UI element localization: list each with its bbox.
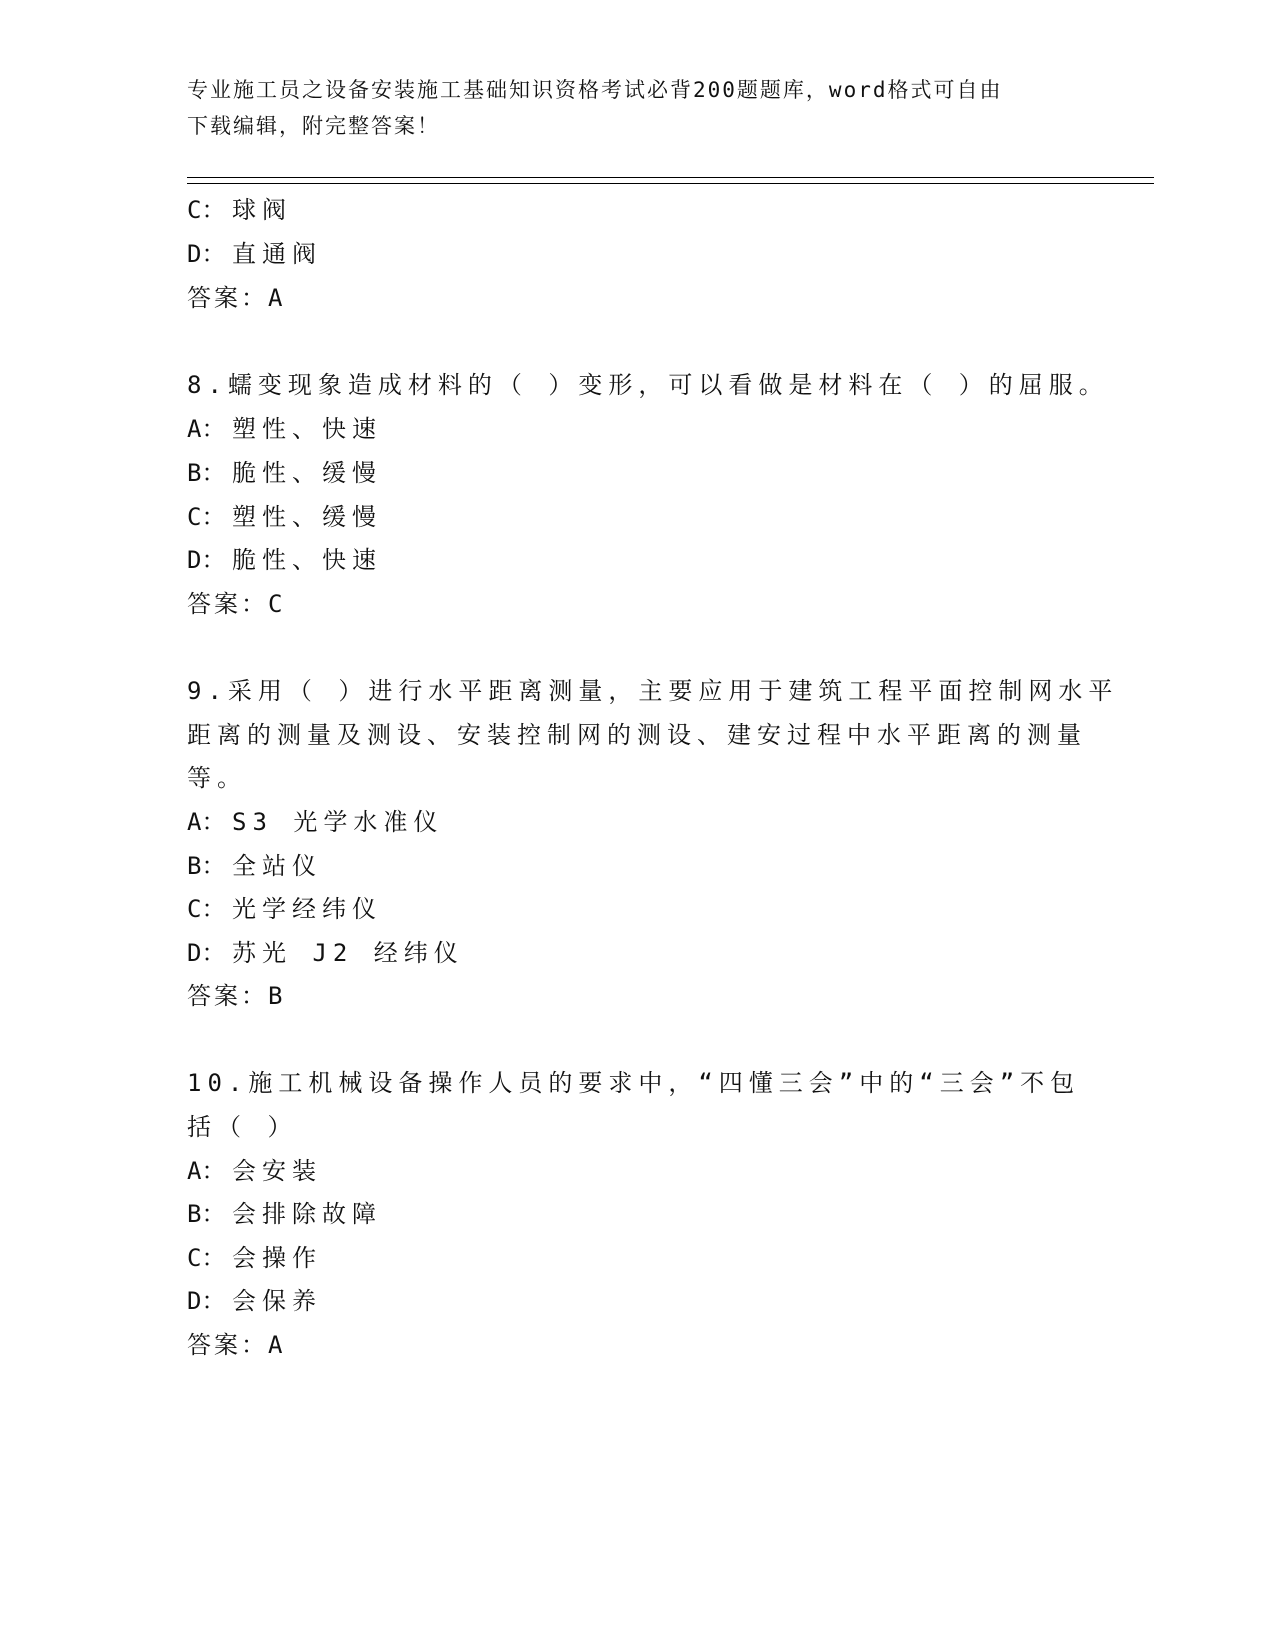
option-key: A： — [187, 808, 226, 836]
option-d — [187, 1286, 322, 1316]
question-8-text: 8.蠕变现象造成材料的（ ）变形，可以看做是材料在（ ）的屈服。 — [187, 371, 1109, 399]
option-b — [187, 1199, 382, 1229]
option-d — [187, 545, 382, 575]
answer-line — [187, 981, 285, 1011]
option-a — [187, 414, 382, 444]
answer-line — [187, 283, 285, 313]
option-text: 全站仪 — [232, 852, 322, 880]
option-text: 会操作 — [232, 1244, 322, 1272]
question-9-text-line-2: 距离的测量及测设、安装控制网的测设、建安过程中水平距离的测量 — [187, 721, 1087, 749]
option-key: D： — [187, 546, 226, 574]
option-c — [187, 894, 382, 924]
answer-label: 答案： — [187, 1331, 268, 1359]
header-divider-top — [187, 177, 1154, 178]
option-b — [187, 458, 382, 488]
answer-label: 答案： — [187, 284, 268, 312]
question-10-text-line-2: 括（ ） — [187, 1113, 298, 1141]
option-text: 会保养 — [232, 1287, 322, 1315]
question-9-text-line-1: 9.采用（ ）进行水平距离测量，主要应用于建筑工程平面控制网水平 — [187, 677, 1119, 705]
option-d — [187, 239, 322, 269]
option-text: 球阀 — [232, 196, 292, 224]
option-text: 塑性、缓慢 — [232, 503, 382, 531]
question-9-text-line-3: 等。 — [187, 764, 247, 792]
option-key: B： — [187, 1200, 226, 1228]
option-text: 苏光 J2 经纬仪 — [232, 939, 464, 967]
option-a — [187, 807, 443, 837]
header-line-1: 专业施工员之设备安装施工基础知识资格考试必背200题题库，word格式可自由 — [187, 78, 1003, 102]
document-header — [187, 72, 1077, 144]
option-text: 会排除故障 — [232, 1200, 382, 1228]
option-text: 脆性、快速 — [232, 546, 382, 574]
option-c — [187, 195, 292, 225]
header-line-2: 下载编辑，附完整答案！ — [187, 114, 440, 138]
option-key: D： — [187, 939, 226, 967]
answer-label: 答案： — [187, 982, 268, 1010]
answer-value: B — [268, 982, 286, 1010]
option-key: A： — [187, 415, 226, 443]
option-key: B： — [187, 852, 226, 880]
answer-label: 答案： — [187, 590, 268, 618]
option-key: D： — [187, 240, 226, 268]
option-key: B： — [187, 459, 226, 487]
answer-line — [187, 589, 285, 619]
option-key: C： — [187, 895, 226, 923]
option-text: 脆性、缓慢 — [232, 459, 382, 487]
option-c — [187, 502, 382, 532]
option-key: C： — [187, 196, 226, 224]
option-key: C： — [187, 1244, 226, 1272]
header-divider-bottom — [187, 183, 1154, 184]
option-a — [187, 1156, 322, 1186]
option-key: A： — [187, 1157, 226, 1185]
option-text: 直通阀 — [232, 240, 322, 268]
answer-value: C — [268, 590, 286, 618]
option-key: C： — [187, 503, 226, 531]
option-text: S3 光学水准仪 — [232, 808, 444, 836]
option-c — [187, 1243, 322, 1273]
option-d — [187, 938, 464, 968]
option-text: 塑性、快速 — [232, 415, 382, 443]
answer-value: A — [268, 284, 286, 312]
option-b — [187, 851, 322, 881]
option-text: 会安装 — [232, 1157, 322, 1185]
option-key: D： — [187, 1287, 226, 1315]
question-10-text-line-1: 10.施工机械设备操作人员的要求中，“四懂三会”中的“三会”不包 — [187, 1069, 1081, 1097]
option-text: 光学经纬仪 — [232, 895, 382, 923]
answer-value: A — [268, 1331, 286, 1359]
answer-line — [187, 1330, 285, 1360]
